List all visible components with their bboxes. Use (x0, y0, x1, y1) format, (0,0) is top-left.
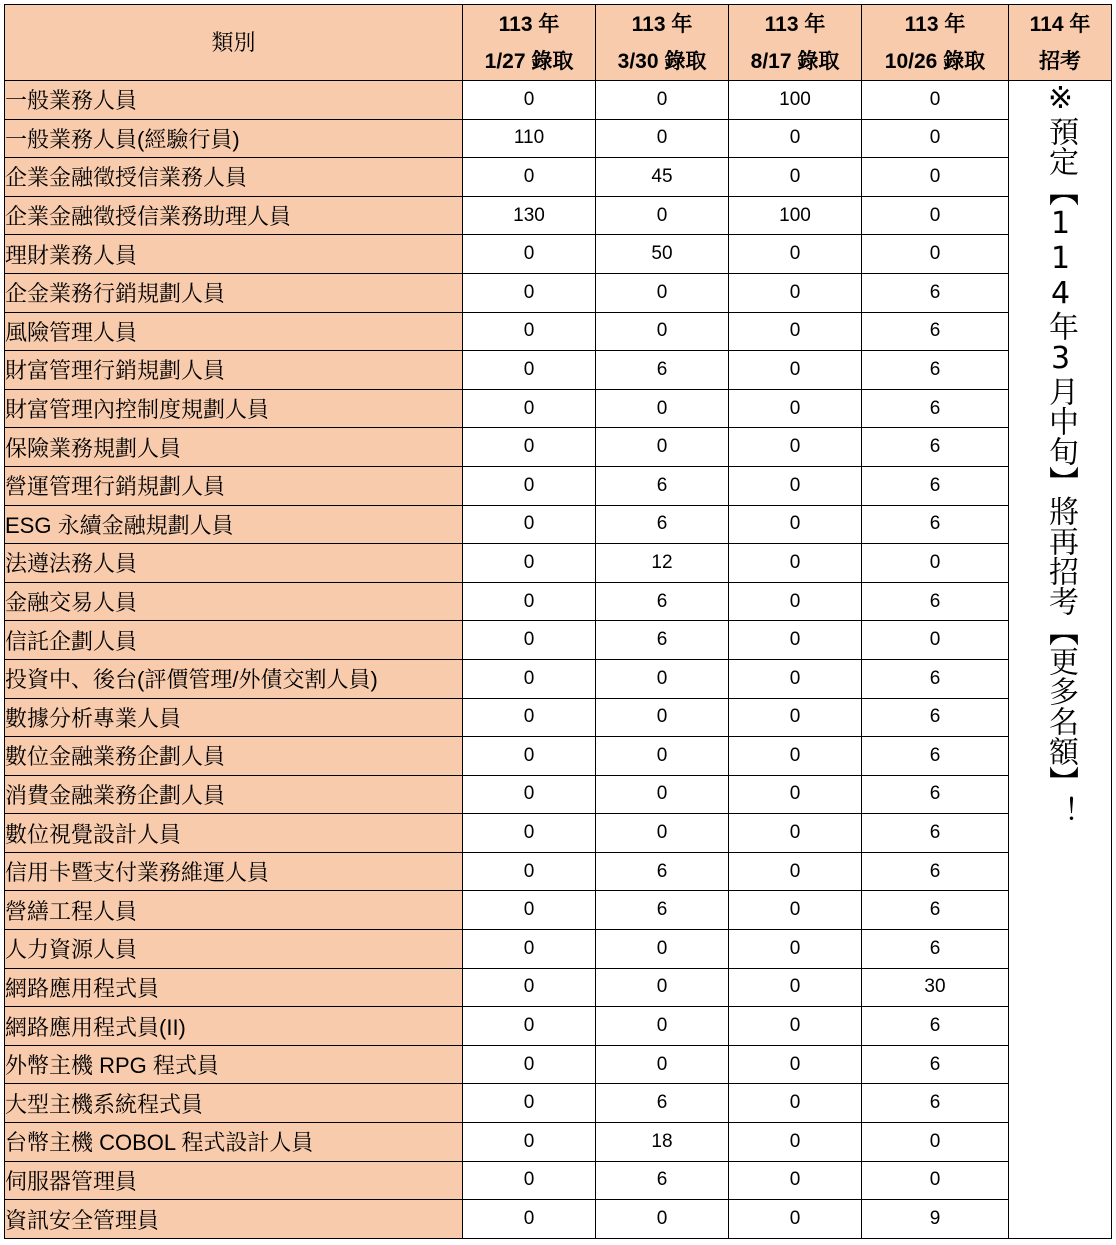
value-cell: 0 (463, 312, 596, 351)
value-cell: 0 (729, 544, 862, 583)
header-row (5, 5, 1112, 81)
value-cell: 0 (862, 544, 1009, 583)
value-cell: 6 (862, 1007, 1009, 1046)
value-cell: 0 (596, 196, 729, 235)
value-cell: 0 (729, 1045, 862, 1084)
value-cell: 0 (463, 273, 596, 312)
value-cell: 0 (729, 235, 862, 274)
table-row (5, 737, 1112, 776)
column-label: 3/30 錄取 (617, 49, 707, 73)
value-cell: 0 (596, 814, 729, 853)
category-cell: 理財業務人員 (5, 235, 463, 274)
category-cell: 企業金融徵授信業務人員 (5, 158, 463, 197)
value-cell: 6 (862, 1045, 1009, 1084)
value-cell: 0 (729, 1200, 862, 1239)
value-cell: 0 (862, 621, 1009, 660)
category-cell: 一般業務人員(經驗行員) (5, 119, 463, 158)
value-cell: 0 (596, 659, 729, 698)
table-row (5, 698, 1112, 737)
category-cell: 網路應用程式員 (5, 968, 463, 1007)
category-cell: 金融交易人員 (5, 582, 463, 621)
value-cell: 0 (729, 351, 862, 390)
category-cell: 投資中、後台(評價管理/外債交割人員) (5, 659, 463, 698)
column-label: 招考 (1039, 49, 1081, 73)
value-cell: 6 (862, 852, 1009, 891)
category-cell: 外幣主機 RPG 程式員 (5, 1045, 463, 1084)
value-cell: 9 (862, 1200, 1009, 1239)
value-cell: 0 (729, 891, 862, 930)
value-cell: 6 (862, 505, 1009, 544)
value-cell: 0 (596, 1045, 729, 1084)
value-cell: 6 (596, 1161, 729, 1200)
column-year: 113 年 (631, 12, 693, 36)
value-cell: 6 (862, 351, 1009, 390)
value-cell: 12 (596, 544, 729, 583)
recruitment-note: ※預定【114年3月中旬】將再招考【更多名額】！ (1043, 81, 1078, 826)
table-row (5, 428, 1112, 467)
column-year: 113 年 (498, 12, 560, 36)
value-cell: 0 (862, 81, 1009, 120)
value-cell: 0 (463, 1200, 596, 1239)
value-cell: 0 (596, 312, 729, 351)
value-cell: 0 (862, 1123, 1009, 1162)
value-cell: 0 (729, 582, 862, 621)
category-cell: 風險管理人員 (5, 312, 463, 351)
value-cell: 0 (596, 273, 729, 312)
value-cell: 6 (596, 1084, 729, 1123)
value-cell: 0 (463, 544, 596, 583)
value-cell: 0 (463, 389, 596, 428)
table-row (5, 1007, 1112, 1046)
note-cell (1009, 81, 1112, 1239)
value-cell: 0 (729, 814, 862, 853)
value-cell: 6 (862, 930, 1009, 969)
category-cell: 台幣主機 COBOL 程式設計人員 (5, 1123, 463, 1162)
value-cell: 0 (463, 428, 596, 467)
value-cell: 0 (463, 737, 596, 776)
value-cell: 0 (729, 659, 862, 698)
value-cell: 0 (596, 698, 729, 737)
value-cell: 6 (862, 891, 1009, 930)
table-row (5, 196, 1112, 235)
column-label: 10/26 錄取 (884, 49, 986, 73)
value-cell: 0 (463, 852, 596, 891)
table-row (5, 891, 1112, 930)
value-cell: 0 (596, 1007, 729, 1046)
value-cell: 0 (463, 1123, 596, 1162)
value-cell: 0 (729, 930, 862, 969)
table-row (5, 1200, 1112, 1239)
column-header (862, 5, 1009, 81)
value-cell: 0 (596, 119, 729, 158)
column-year: 114 年 (1029, 12, 1091, 36)
category-cell: 法遵法務人員 (5, 544, 463, 583)
value-cell: 0 (463, 158, 596, 197)
table-row (5, 273, 1112, 312)
value-cell: 0 (596, 1200, 729, 1239)
value-cell: 0 (729, 158, 862, 197)
value-cell: 6 (596, 621, 729, 660)
category-cell: 數據分析專業人員 (5, 698, 463, 737)
category-cell: 信託企劃人員 (5, 621, 463, 660)
table-row (5, 119, 1112, 158)
value-cell: 100 (729, 81, 862, 120)
value-cell: 6 (862, 698, 1009, 737)
column-header (596, 5, 729, 81)
category-cell: 企金業務行銷規劃人員 (5, 273, 463, 312)
value-cell: 130 (463, 196, 596, 235)
value-cell: 0 (463, 891, 596, 930)
value-cell: 0 (729, 621, 862, 660)
value-cell: 0 (463, 505, 596, 544)
table-row (5, 775, 1112, 814)
value-cell: 6 (862, 659, 1009, 698)
value-cell: 0 (729, 273, 862, 312)
value-cell: 0 (463, 930, 596, 969)
category-cell: 財富管理內控制度規劃人員 (5, 389, 463, 428)
value-cell: 6 (862, 389, 1009, 428)
category-cell: 消費金融業務企劃人員 (5, 775, 463, 814)
value-cell: 0 (463, 351, 596, 390)
table-row (5, 389, 1112, 428)
table-row (5, 1161, 1112, 1200)
value-cell: 0 (463, 775, 596, 814)
column-header (463, 5, 596, 81)
value-cell: 0 (463, 1007, 596, 1046)
table-row (5, 81, 1112, 120)
value-cell: 0 (463, 582, 596, 621)
value-cell: 0 (729, 505, 862, 544)
value-cell: 0 (463, 235, 596, 274)
category-cell: 一般業務人員 (5, 81, 463, 120)
value-cell: 0 (729, 312, 862, 351)
category-cell: 保險業務規劃人員 (5, 428, 463, 467)
table-row (5, 312, 1112, 351)
value-cell: 6 (862, 775, 1009, 814)
value-cell: 0 (463, 621, 596, 660)
recruitment-table (4, 4, 1112, 1239)
value-cell: 0 (463, 1161, 596, 1200)
value-cell: 6 (862, 1084, 1009, 1123)
table-body (5, 81, 1112, 1239)
value-cell: 0 (596, 930, 729, 969)
value-cell: 0 (596, 428, 729, 467)
value-cell: 0 (463, 1045, 596, 1084)
value-cell: 0 (729, 775, 862, 814)
table-row (5, 582, 1112, 621)
table-row (5, 158, 1112, 197)
value-cell: 0 (729, 737, 862, 776)
value-cell: 50 (596, 235, 729, 274)
table-row (5, 968, 1112, 1007)
category-cell: 營運管理行銷規劃人員 (5, 466, 463, 505)
value-cell: 0 (729, 698, 862, 737)
value-cell: 0 (862, 196, 1009, 235)
category-cell: 企業金融徵授信業務助理人員 (5, 196, 463, 235)
table-row (5, 852, 1112, 891)
value-cell: 6 (862, 466, 1009, 505)
category-cell: 數位金融業務企劃人員 (5, 737, 463, 776)
value-cell: 0 (862, 1161, 1009, 1200)
table-row (5, 659, 1112, 698)
value-cell: 0 (596, 968, 729, 1007)
value-cell: 0 (862, 158, 1009, 197)
table-row (5, 1045, 1112, 1084)
value-cell: 6 (596, 852, 729, 891)
category-cell: 伺服器管理員 (5, 1161, 463, 1200)
value-cell: 45 (596, 158, 729, 197)
value-cell: 6 (862, 814, 1009, 853)
value-cell: 0 (729, 428, 862, 467)
category-cell: 人力資源人員 (5, 930, 463, 969)
column-year: 113 年 (764, 12, 826, 36)
category-cell: 營繕工程人員 (5, 891, 463, 930)
table-row (5, 1084, 1112, 1123)
value-cell: 0 (862, 119, 1009, 158)
table-row (5, 544, 1112, 583)
value-cell: 6 (596, 466, 729, 505)
table-row (5, 351, 1112, 390)
category-header: 類別 (5, 5, 463, 81)
value-cell: 6 (862, 428, 1009, 467)
category-cell: ESG 永續金融規劃人員 (5, 505, 463, 544)
column-label: 8/17 錄取 (750, 49, 840, 73)
table-row (5, 621, 1112, 660)
value-cell: 30 (862, 968, 1009, 1007)
category-cell: 大型主機系統程式員 (5, 1084, 463, 1123)
category-cell: 數位視覺設計人員 (5, 814, 463, 853)
value-cell: 0 (596, 737, 729, 776)
value-cell: 6 (862, 273, 1009, 312)
table-row (5, 235, 1112, 274)
category-cell: 信用卡暨支付業務維運人員 (5, 852, 463, 891)
value-cell: 0 (862, 235, 1009, 274)
value-cell: 6 (596, 351, 729, 390)
value-cell: 110 (463, 119, 596, 158)
category-cell: 網路應用程式員(II) (5, 1007, 463, 1046)
value-cell: 0 (729, 968, 862, 1007)
value-cell: 6 (596, 891, 729, 930)
value-cell: 0 (596, 81, 729, 120)
column-header (1009, 5, 1112, 81)
value-cell: 18 (596, 1123, 729, 1162)
recruitment-table-container (4, 4, 1112, 1239)
table-row (5, 505, 1112, 544)
value-cell: 0 (463, 698, 596, 737)
table-row (5, 1123, 1112, 1162)
value-cell: 6 (862, 312, 1009, 351)
value-cell: 0 (729, 466, 862, 505)
value-cell: 6 (862, 582, 1009, 621)
column-label: 1/27 錄取 (484, 49, 574, 73)
value-cell: 0 (463, 814, 596, 853)
value-cell: 0 (729, 852, 862, 891)
value-cell: 0 (596, 389, 729, 428)
value-cell: 0 (729, 1123, 862, 1162)
value-cell: 0 (729, 389, 862, 428)
category-cell: 資訊安全管理員 (5, 1200, 463, 1239)
value-cell: 6 (596, 505, 729, 544)
value-cell: 100 (729, 196, 862, 235)
value-cell: 0 (463, 968, 596, 1007)
table-row (5, 930, 1112, 969)
table-row (5, 466, 1112, 505)
value-cell: 0 (729, 119, 862, 158)
value-cell: 0 (463, 1084, 596, 1123)
table-row (5, 814, 1112, 853)
value-cell: 0 (729, 1007, 862, 1046)
value-cell: 0 (729, 1161, 862, 1200)
category-cell: 財富管理行銷規劃人員 (5, 351, 463, 390)
value-cell: 0 (729, 1084, 862, 1123)
value-cell: 6 (596, 582, 729, 621)
value-cell: 0 (463, 466, 596, 505)
value-cell: 0 (463, 81, 596, 120)
column-header (729, 5, 862, 81)
value-cell: 0 (463, 659, 596, 698)
value-cell: 0 (596, 775, 729, 814)
value-cell: 6 (862, 737, 1009, 776)
column-year: 113 年 (904, 12, 966, 36)
